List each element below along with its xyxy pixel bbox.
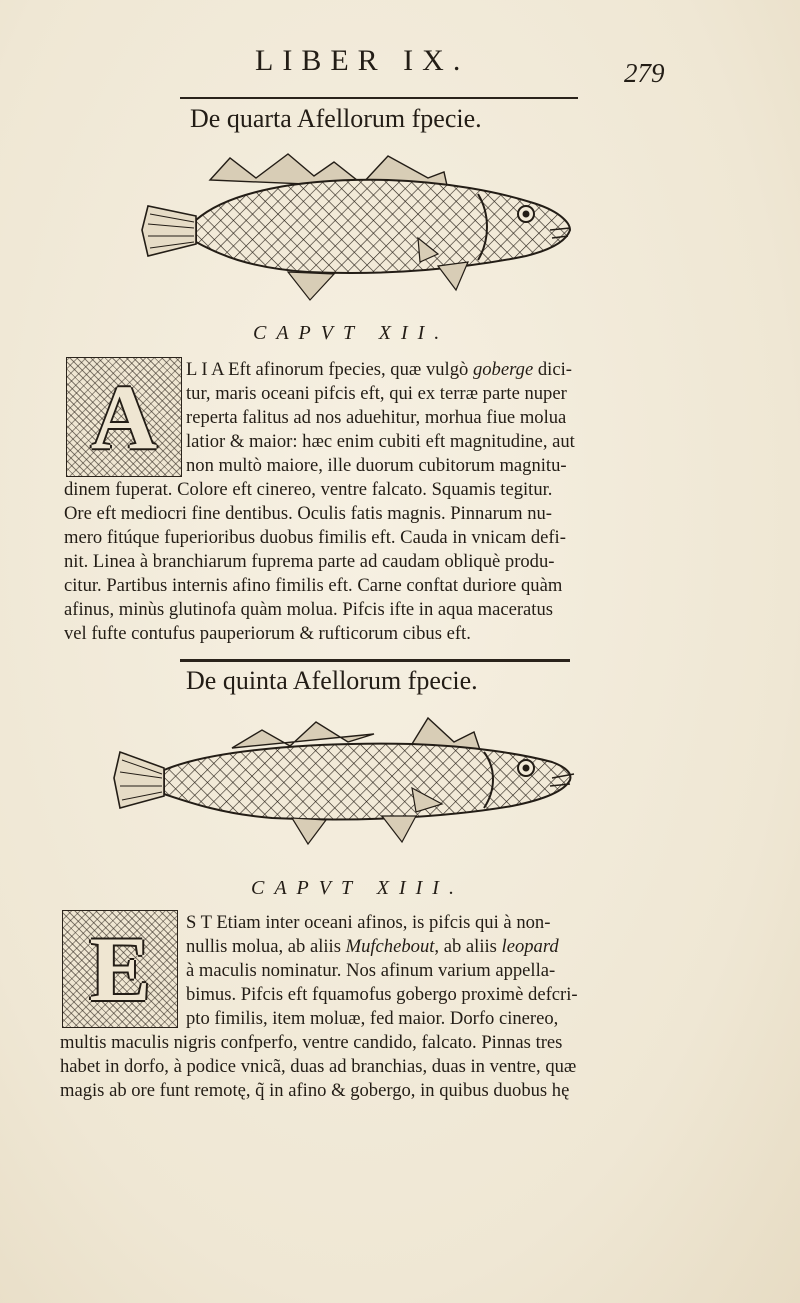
paragraph-line: dinem fuperat. Colore eft cinereo, ventre falcato. Squamis tegitur. [64,479,553,500]
fish-illustration-2 [112,712,578,862]
text-run: nullis molua, ab aliis [186,936,341,957]
paragraph-line: à maculis nominatur. Nos afinum varium appella- [186,960,556,981]
paragraph-line: mero fitúque fuperioribus duobus fimilis eft. Cauda in vnicam defi- [64,527,566,548]
paragraph-line: non multò maiore, ille duorum cubitorum magnitu- [186,455,567,476]
paragraph-line: nit. Linea à branchiarum fuprema parte ad caudam obliquè produ- [64,551,555,572]
section-divider-rule [180,659,570,662]
decorated-initial-a [66,357,182,477]
paragraph-line: Ore eft mediocri fine dentibus. Oculis fatis magnis. Pinnarum nu- [64,503,552,524]
initial-letter: E [89,918,151,1020]
paragraph-line: citur. Partibus internis afino fimilis eft. Carne conftat duriore quàm [64,575,563,596]
paragraph-line: latior & maior: hæc enim cubiti eft magnitudine, aut [186,431,575,452]
paragraph-line [186,358,572,382]
paragraph-line: pto fimilis, item moluæ, fed maior. Dorfo cinereo, [186,1008,559,1029]
text-run: L I A Eft afinorum fpecies, quæ vulgò [186,359,469,380]
paragraph-line: tur, maris oceani pifcis eft, qui ex terræ parte nuper [186,383,567,404]
paragraph-line: reperta falitus ad nos aduehitur, morhua fiue molua [186,407,567,428]
paragraph-line: multis maculis nigris confperfo, ventre candido, falcato. Pinnas tres [60,1032,563,1053]
italic-term: Mufchebout [345,936,435,957]
page-number: 279 [624,58,665,88]
paragraph-line: habet in dorfo, à podice vnicã, duas ad branchias, duas in ventre, quæ [60,1056,577,1077]
section-1-heading: De quarta Afellorum fpecie. [190,104,482,133]
paragraph-line: S T Etiam inter oceani afinos, is pifcis qui à non- [186,912,551,933]
italic-term: goberge [472,359,534,380]
decorated-initial-e [62,910,178,1028]
running-head: LIBER IX. [255,44,470,77]
initial-letter: A [90,366,158,468]
paragraph-line [186,935,559,959]
paragraph-line: magis ab ore funt remotę, q̃ in afino & gobergo, in quibus duobus hę [60,1080,570,1101]
section-1-caput: CAPVT XII. [253,322,450,344]
paragraph-line: afinus, minùs glutinofa quàm molua. Pifcis ifte in aqua maceratus [64,599,554,620]
fish-illustration-1 [138,150,578,308]
paragraph-line: vel fufte contufus pauperiorum & rufticorum cibus eft. [64,623,471,644]
section-2-heading: De quinta Afellorum fpecie. [186,666,478,695]
italic-term: leopard [501,936,559,957]
paragraph-line: bimus. Pifcis eft fquamofus gobergo proximè defcri- [186,984,578,1005]
top-rule [180,97,578,99]
text-run: , ab aliis [434,936,497,957]
text-run: dici- [537,359,572,380]
section-2-caput: CAPVT XIII. [251,877,464,899]
